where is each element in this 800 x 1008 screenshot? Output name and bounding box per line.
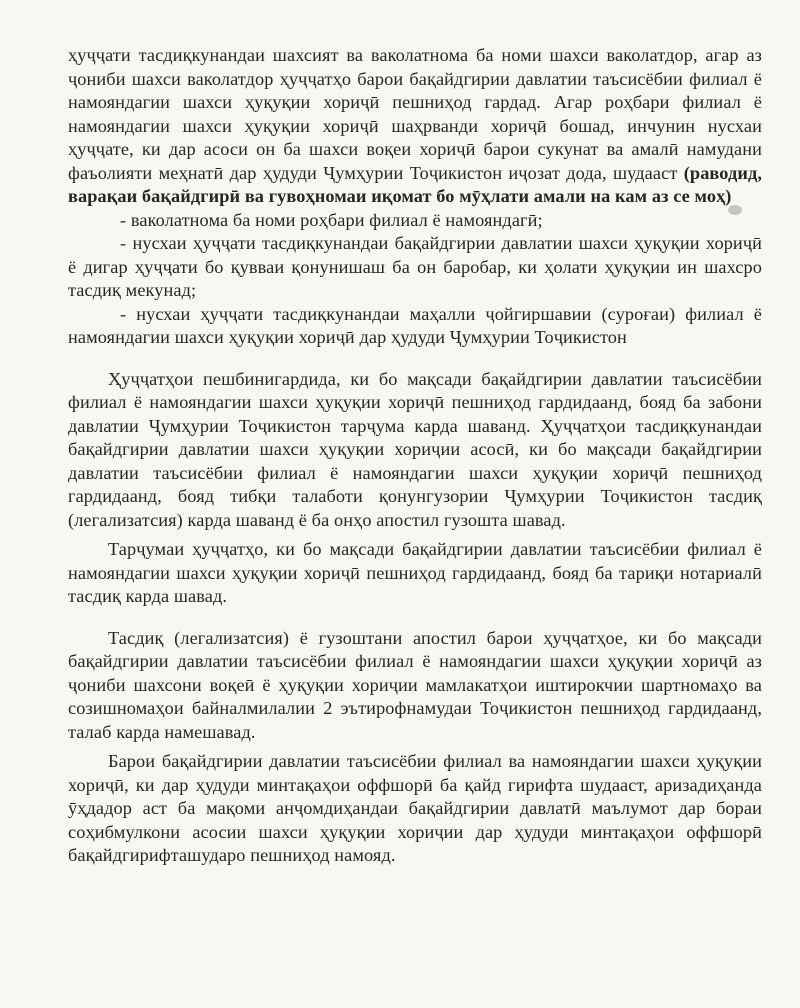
paragraph-translation-legalization: Ҳуҷҷатҳои пешбинигардида, ки бо мақсади бақайдгирии давлатии таъсисёбии филиал ё намояндагии шахси ҳуқуқии хориҷӣ пешниҳод гардидаанд, бояд ба забони давлатии Ҷумҳурии Тоҷикистон тарҷума карда шаванд. Ҳуҷҷатҳои тасдиқкунандаи бақайдгирии давлатии шахси ҳуқуқии хориҷии асосӣ, ки бо мақсади бақайдгирии давлатии таъсисёбии филиал ё намояндагии шахси ҳуқуқии хориҷӣ пешниҳод гардидаанд, бояд тибқи талаботи қонунгузории Ҷумҳурии Тоҷикистон тасдиқ (легализатсия) карда шаванд ё ба онҳо апостил гузошта шавад. <box>68 368 762 530</box>
scan-smudge <box>728 205 742 215</box>
paragraph-identity-documents <box>68 44 762 209</box>
paragraph-identity-documents-text: ҳуҷҷати тасдиқкунандаи шахсият ва ваколатнома ба номи шахси ваколатдор, агар аз ҷониби шахси ваколатдор ҳуҷҷатҳо барои бақайдгирии давлатии таъсисёбии филиал ё намояндагии шахси ҳуқуқии хориҷӣ пешниҳод гардад. Агар роҳбари филиал ё намояндагии шахси ҳуқуқии хориҷӣ шаҳрванди хориҷӣ бошад, инчунин нусхаи ҳуҷҷате, ки дар асоси он ба шахси воқеи хориҷӣ барои сукунат ва амалӣ намудани фаъолияти меҳнатӣ дар ҳудуди Ҷумҳурии Тоҷикистон иҷозат дода, шудааст <box>68 45 762 183</box>
paragraph-notarial-translation: Тарҷумаи ҳуҷҷатҳо, ки бо мақсади бақайдгирии давлатии таъсисёбии филиал ё намояндагии шахси ҳуқуқии хориҷӣ пешниҳод гардидаанд, бояд ба тариқи нотариалӣ тасдиқ карда шавад. <box>68 539 762 606</box>
document-body <box>68 44 762 868</box>
bullet-registration-copy: - нусхаи ҳуҷҷати тасдиқкунандаи бақайдгирии давлатии шахси ҳуқуқии хориҷӣ ё дигар ҳуҷҷати бо қувваи қонунишаш ба он баробар, ки ҳолати ҳуқуқии ин шахсро тасдиқ мекунад; <box>68 233 762 300</box>
bullet-address-copy: - нусхаи ҳуҷҷати тасдиқкунандаи маҳалли ҷойгиршавии (суроғаи) филиал ё намояндагии шахси ҳуқуқии хориҷӣ дар ҳудуди Ҷумҳурии Тоҷикистон <box>68 303 762 347</box>
paragraph-offshore-registration: Барои бақайдгирии давлатии таъсисёбии филиал ва намояндагии шахси ҳуқуқии хориҷӣ, ки дар ҳудуди минтақаҳои оффшорӣ ба қайд гирифта шудааст, аризадиҳанда ӯҳдадор аст ба мақоми анҷомдиҳандаи бақайдгирии давлатӣ маълумот дар бораи соҳибмулкони асосии шахси ҳуқуқии хориҷии дар ҳудуди минтақаҳои оффшорӣ бақайдгирифташударо пешниҳод намояд. <box>68 751 762 865</box>
bullet-power-of-attorney: - ваколатнома ба номи роҳбари филиал ё намояндагӣ; <box>120 209 543 230</box>
paragraph-apostille-exemption: Тасдиқ (легализатсия) ё гузоштани апостил барои ҳуҷҷатҳое, ки бо мақсади бақайдгирии давлатии таъсисёбии филиал ё намояндагии шахси ҳуқуқии хориҷӣ аз ҷониби шахсони воқеӣ ё ҳуқуқии хориҷии мамлакатҳои иштирокчии шартномаҳо ва созишномаҳои байналмилалии 2 эътирофнамудаи Тоҷикистон пешниҳод гардидаанд, талаб карда намешавад. <box>68 627 762 742</box>
residence-permit-note: (раводид, варақаи бақайдгирӣ ва гувоҳномаи иқомат бо мӯҳлати амали на кам аз се моҳ) <box>68 162 762 206</box>
